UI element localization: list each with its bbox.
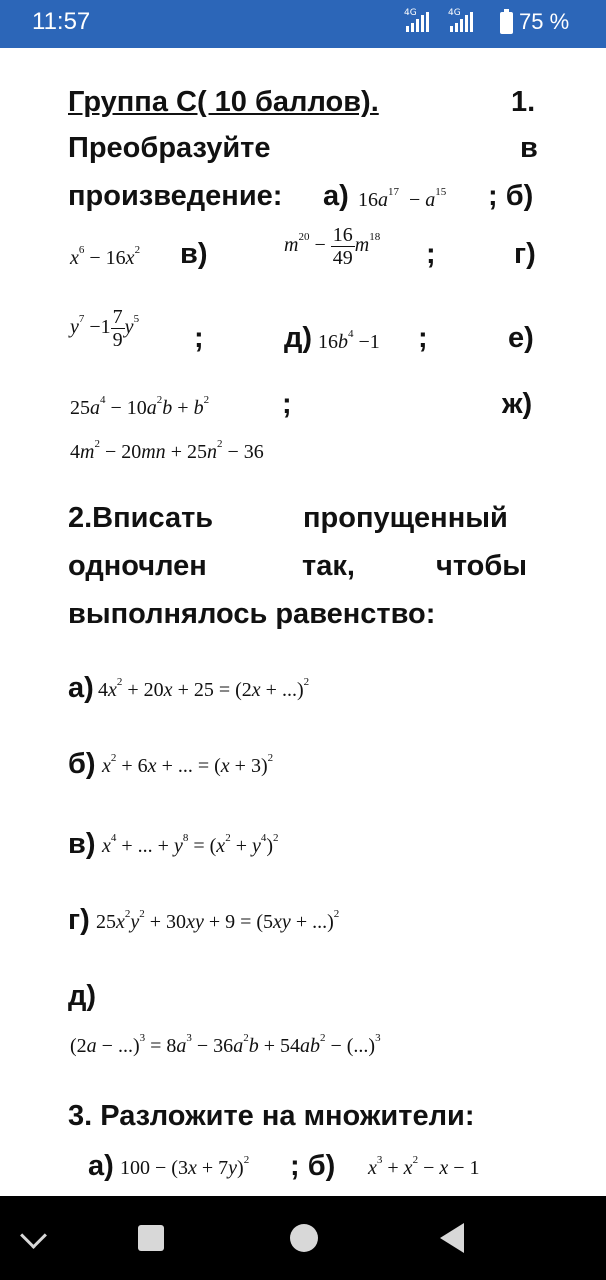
expression: $16b^4 -1$ — [318, 328, 380, 353]
task2-word: чтобы — [436, 550, 528, 582]
item-label: в) — [68, 828, 96, 860]
item-label: д) — [68, 980, 97, 1012]
item-label: г) — [514, 238, 536, 270]
task2-word: пропущенный — [303, 502, 508, 534]
status-bar — [0, 0, 606, 48]
separator: ; — [194, 322, 204, 354]
battery-level: 75 % — [519, 9, 570, 34]
expression: $100 - (3x + 7y)^2$ — [120, 1154, 250, 1179]
signal-icon-2: 4G — [450, 12, 473, 32]
item-label: а) — [88, 1150, 114, 1182]
item-label: г) — [68, 904, 90, 936]
document-page — [0, 48, 606, 1196]
battery-icon — [500, 12, 513, 34]
item-label: б) — [68, 748, 96, 780]
item-label: а) — [68, 672, 94, 704]
separator: ; — [282, 388, 292, 420]
item-label: ; б) — [488, 180, 534, 212]
task2-word: 2.Вписать — [68, 502, 214, 534]
item-label: е) — [508, 322, 534, 354]
clock: 11:57 — [32, 8, 91, 35]
expression: $4x^2 + 20x + 25 = (2x + ...)^2$ — [98, 676, 310, 701]
task-number: 1. — [511, 86, 536, 118]
task1-word: в — [520, 132, 538, 164]
item-label: ж) — [502, 388, 533, 420]
separator: ; — [426, 238, 436, 270]
expression: $x^6 - 16x^2$ — [70, 244, 141, 269]
task1-word: произведение: — [68, 180, 283, 212]
expression: $x^2 + 6x$ + ... = $(x + 3)^2$ — [102, 752, 274, 777]
expression: $16a^{17} - a^{15}$ — [358, 186, 447, 211]
expression: $y^7 -1$ $\frac{7}{9}$ $y^5$ — [70, 306, 140, 351]
item-label: а) — [323, 180, 349, 212]
task3-title: 3. Разложите на множители: — [68, 1100, 475, 1132]
home-button[interactable] — [290, 1224, 318, 1252]
expression: $(2a - ...)^3 = 8a^3 - 36a^2b + 54ab^2 - (...)^3$ — [70, 1032, 381, 1057]
chevron-down-icon[interactable] — [20, 1222, 47, 1249]
back-button[interactable] — [440, 1223, 464, 1253]
item-label: в) — [180, 238, 208, 270]
item-label: д) — [284, 322, 313, 354]
group-title: Группа С( 10 баллов). — [68, 86, 379, 118]
task2-word: одночлен — [68, 550, 207, 582]
navigation-bar — [0, 1196, 606, 1280]
expression: $x^4$ + ... + $y^8 = (x^2 + y^4)^2$ — [102, 832, 279, 857]
signal-icon: 4G — [406, 12, 429, 32]
expression: $x^3 + x^2 - x - 1$ — [368, 1154, 480, 1179]
expression: $25a^4 - 10a^2b + b^2$ — [70, 394, 210, 419]
separator: ; — [418, 322, 428, 354]
expression: $25x^2y^2 + 30xy + 9 = (5xy + ...)^2$ — [96, 908, 340, 933]
recents-button[interactable] — [138, 1225, 164, 1251]
expression: $m^{20}$ − $\frac{16}{49}$ $m^{18}$ — [284, 224, 381, 269]
task2-word: так, — [302, 550, 355, 582]
task1-word: Преобразуйте — [68, 132, 271, 164]
task2-word: выполнялось равенство: — [68, 598, 436, 630]
expression: $4m^2 - 20mn + 25n^2 - 36$ — [70, 438, 264, 463]
item-label: ; б) — [290, 1150, 336, 1182]
